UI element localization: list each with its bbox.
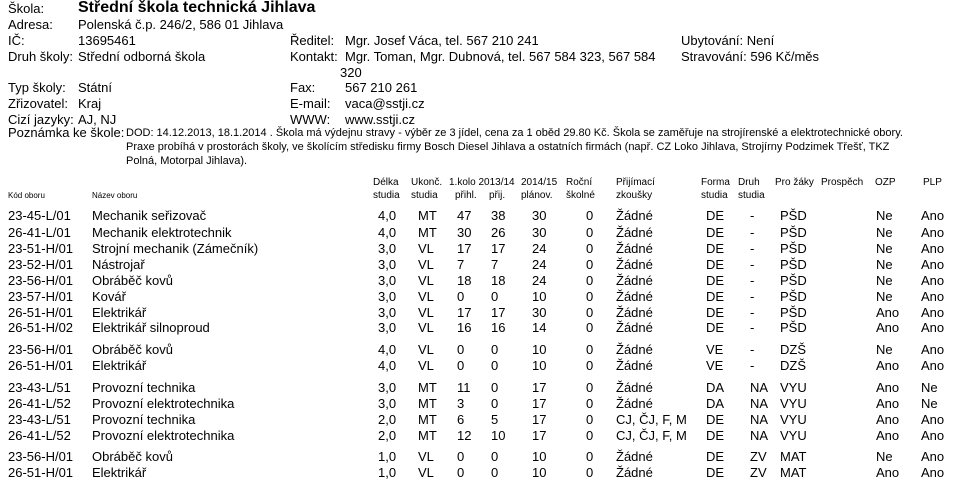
cell-form: DE [706, 428, 725, 443]
cell-name: Elektrikář [92, 358, 147, 373]
cell-fee: 0 [586, 428, 594, 443]
cell-exams: Žádné [616, 358, 653, 373]
cell-form: VE [706, 358, 724, 373]
cell-for-pupils: DZŠ [780, 342, 806, 357]
cell-accepted: 0 [491, 396, 499, 411]
cell-length: 4,0 [378, 358, 397, 373]
cell-form: DE [706, 208, 725, 223]
label-www: WWW: [290, 112, 331, 127]
cell-code: 26-51-H/01 [8, 358, 74, 373]
cell-accepted: 0 [491, 289, 499, 304]
school-contact-cont: 320 [340, 65, 362, 80]
cell-planned: 24 [532, 241, 547, 256]
cell-planned: 14 [532, 320, 547, 335]
cell-ozp: Ne [876, 225, 893, 240]
cell-for-pupils: PŠD [780, 305, 807, 320]
cell-fee: 0 [586, 380, 594, 395]
cell-accepted: 16 [491, 320, 506, 335]
cell-ozp: Ano [876, 305, 900, 320]
cell-ozp: Ano [876, 396, 900, 411]
cell-exams: Žádné [616, 289, 653, 304]
cell-name: Elektrikář [92, 465, 147, 480]
cell-fee: 0 [586, 465, 594, 480]
cell-code: 23-43-L/51 [8, 412, 71, 427]
cell-accepted: 18 [491, 273, 506, 288]
cell-accepted: 0 [491, 358, 499, 373]
col-ozp: OZP [875, 177, 896, 188]
cell-ending: VL [418, 257, 434, 272]
cell-length: 3,0 [378, 396, 397, 411]
col-accepted: přij. [489, 190, 506, 201]
cell-length: 3,0 [378, 241, 397, 256]
cell-plp: Ano [921, 320, 945, 335]
school-address: Polenská č.p. 246/2, 586 01 Jihlava [78, 17, 284, 32]
cell-name: Provozní elektrotechnika [92, 428, 235, 443]
col-applied: přihl. [455, 190, 477, 201]
cell-plp: Ano [921, 257, 945, 272]
cell-form: DE [706, 449, 725, 464]
cell-ending: VL [418, 358, 434, 373]
cell-for-pupils: PŠD [780, 225, 807, 240]
cell-kind: - [750, 289, 755, 304]
cell-planned: 17 [532, 428, 547, 443]
cell-accepted: 0 [491, 449, 499, 464]
cell-ending: VL [418, 465, 434, 480]
cell-length: 1,0 [378, 465, 397, 480]
cell-fee: 0 [586, 449, 594, 464]
cell-for-pupils: PŠD [780, 273, 807, 288]
cell-accepted: 38 [491, 208, 506, 223]
cell-accepted: 17 [491, 241, 506, 256]
cell-code: 26-41-L/52 [8, 428, 71, 443]
cell-exams: Žádné [616, 225, 653, 240]
label-director: Ředitel: [290, 33, 335, 48]
cell-for-pupils: VYU [780, 412, 807, 427]
cell-for-pupils: DZŠ [780, 358, 806, 373]
cell-for-pupils: PŠD [780, 241, 807, 256]
cell-code: 23-45-L/01 [8, 208, 71, 223]
cell-length: 4,0 [378, 225, 397, 240]
label-languages: Cizí jazyky: [8, 112, 74, 127]
cell-applied: 11 [457, 380, 471, 395]
label-ic: IČ: [8, 33, 25, 48]
cell-plp: Ano [921, 225, 945, 240]
cell-name: Provozní technika [92, 412, 196, 427]
cell-code: 23-52-H/01 [8, 257, 74, 272]
col-planned: 2014/15 plánov. [521, 177, 558, 201]
cell-ending: MT [418, 396, 437, 411]
cell-applied: 17 [457, 241, 472, 256]
cell-fee: 0 [586, 241, 594, 256]
cell-form: DE [706, 412, 725, 427]
cell-fee: 0 [586, 305, 594, 320]
cell-exams: CJ, ČJ, F, M [616, 412, 687, 427]
cell-ozp: Ne [876, 342, 893, 357]
cell-code: 23-56-H/01 [8, 449, 74, 464]
cell-code: 23-57-H/01 [8, 289, 74, 304]
school-type: Střední odborná škola [78, 49, 206, 64]
cell-ozp: Ne [876, 273, 893, 288]
cell-planned: 24 [532, 257, 547, 272]
cell-ending: VL [418, 241, 434, 256]
col-first-round: 1.kolo 2013/14 [449, 177, 515, 188]
cell-applied: 3 [457, 396, 465, 411]
cell-kind: ZV [750, 465, 767, 480]
col-fee: Roční školné [566, 177, 595, 201]
col-plp: PLP [923, 177, 942, 188]
cell-fee: 0 [586, 396, 594, 411]
cell-applied: 12 [457, 428, 472, 443]
col-grades: Prospěch [821, 177, 864, 188]
cell-length: 3,0 [378, 320, 397, 335]
note-line-2: Praxe probíhá v prostorách školy, ve školícím středisku firmy Bosch Diesel Jihlava a ostatních firmách (např. CZ Loko Jihlava, Strojírny Podzimek Třešť, TKZ [126, 141, 890, 153]
cell-ozp: Ne [876, 241, 893, 256]
cell-exams: Žádné [616, 465, 653, 480]
cell-for-pupils: MAT [780, 465, 807, 480]
cell-plp: Ano [921, 241, 945, 256]
cell-ending: MT [418, 428, 437, 443]
cell-for-pupils: MAT [780, 449, 807, 464]
cell-kind: - [750, 358, 755, 373]
cell-length: 3,0 [378, 273, 397, 288]
cell-exams: Žádné [616, 396, 653, 411]
cell-plp: Ano [921, 412, 945, 427]
cell-kind: - [750, 273, 755, 288]
cell-length: 3,0 [378, 305, 397, 320]
cell-form: DE [706, 257, 725, 272]
cell-code: 26-51-H/01 [8, 305, 74, 320]
cell-for-pupils: VYU [780, 396, 807, 411]
note-line-3: Polná, Motorpal Jihlava). [126, 155, 248, 167]
cell-applied: 0 [457, 342, 465, 357]
school-name: Střední škola technická Jihlava [78, 0, 316, 16]
cell-length: 3,0 [378, 380, 397, 395]
school-fax: 567 210 261 [345, 80, 418, 95]
cell-kind: - [750, 320, 755, 335]
cell-name: Obráběč kovů [92, 273, 173, 288]
cell-fee: 0 [586, 273, 594, 288]
cell-kind: - [750, 305, 755, 320]
col-exams: Přijímací zkoušky [616, 177, 655, 201]
cell-exams: Žádné [616, 257, 653, 272]
cell-length: 2,0 [378, 412, 397, 427]
cell-length: 4,0 [378, 342, 397, 357]
cell-applied: 47 [457, 208, 472, 223]
cell-planned: 10 [532, 465, 547, 480]
cell-form: DE [706, 273, 725, 288]
cell-ozp: Ano [876, 428, 900, 443]
cell-applied: 0 [457, 465, 465, 480]
cell-fee: 0 [586, 208, 594, 223]
cell-code: 23-51-H/01 [8, 241, 74, 256]
cell-form: DA [706, 380, 725, 395]
cell-ending: VL [418, 449, 434, 464]
cell-exams: Žádné [616, 342, 653, 357]
cell-code: 23-56-H/01 [8, 342, 74, 357]
cell-plp: Ano [921, 358, 945, 373]
cell-length: 3,0 [378, 257, 397, 272]
cell-plp: Ano [921, 208, 945, 223]
school-contact: Mgr. Toman, Mgr. Dubnová, tel. 567 584 323, 567 584 [345, 49, 656, 64]
cell-name: Obráběč kovů [92, 342, 173, 357]
cell-applied: 0 [457, 358, 465, 373]
cell-kind: - [750, 225, 755, 240]
cell-form: DE [706, 465, 725, 480]
cell-name: Nástrojař [92, 257, 145, 272]
cell-plp: Ano [921, 273, 945, 288]
cell-length: 1,0 [378, 449, 397, 464]
cell-planned: 10 [532, 342, 547, 357]
cell-form: DA [706, 396, 725, 411]
cell-ending: MT [418, 380, 437, 395]
school-director: Mgr. Josef Váca, tel. 567 210 241 [345, 33, 539, 48]
cell-kind: ZV [750, 449, 767, 464]
cell-ozp: Ano [876, 358, 900, 373]
col-name: Název oboru [92, 191, 138, 200]
cell-length: 4,0 [378, 208, 397, 223]
cell-accepted: 0 [491, 465, 499, 480]
note-line-1: DOD: 14.12.2013, 18.1.2014 . Škola má výdejnu stravy - výběr ze 3 jídel, cena za 1 oběd 29.80 Kč. Škola se zaměřuje na strojírenské a elektrotechnické obory. [126, 127, 903, 139]
col-kind: Druh studia [738, 177, 765, 201]
cell-applied: 7 [457, 257, 465, 272]
cell-applied: 30 [457, 225, 472, 240]
cell-length: 3,0 [378, 289, 397, 304]
cell-form: DE [706, 289, 725, 304]
cell-fee: 0 [586, 289, 594, 304]
cell-applied: 0 [457, 449, 465, 464]
cell-fee: 0 [586, 320, 594, 335]
school-kind: Státní [78, 80, 112, 95]
cell-name: Provozní elektrotechnika [92, 396, 235, 411]
label-fax: Fax: [290, 80, 316, 95]
cell-applied: 17 [457, 305, 472, 320]
cell-fee: 0 [586, 342, 594, 357]
cell-kind: NA [750, 396, 769, 411]
cell-ending: MT [418, 208, 437, 223]
cell-accepted: 0 [491, 342, 499, 357]
cell-exams: Žádné [616, 380, 653, 395]
cell-for-pupils: PŠD [780, 257, 807, 272]
cell-planned: 17 [532, 396, 547, 411]
cell-code: 23-43-L/51 [8, 380, 71, 395]
cell-for-pupils: VYU [780, 380, 807, 395]
cell-accepted: 7 [491, 257, 499, 272]
cell-plp: Ano [921, 305, 945, 320]
cell-ozp: Ano [876, 380, 900, 395]
cell-ending: VL [418, 273, 434, 288]
cell-name: Mechanik seřizovač [92, 208, 207, 223]
note-label: Poznámka ke škole: [8, 125, 125, 140]
cell-for-pupils: PŠD [780, 320, 807, 335]
cell-exams: Žádné [616, 208, 653, 223]
cell-name: Obráběč kovů [92, 449, 173, 464]
school-languages: AJ, NJ [78, 112, 117, 127]
cell-applied: 18 [457, 273, 472, 288]
label-school-type: Druh školy: [8, 49, 74, 64]
cell-form: DE [706, 305, 725, 320]
cell-ozp: Ano [876, 412, 900, 427]
col-length: Délka studia [373, 177, 400, 201]
cell-ending: VL [418, 342, 434, 357]
cell-plp: Ano [921, 342, 945, 357]
cell-kind: NA [750, 428, 769, 443]
cell-accepted: 5 [491, 412, 499, 427]
cell-name: Elektrikář silnoproud [92, 320, 210, 335]
cell-exams: Žádné [616, 273, 653, 288]
cell-kind: NA [750, 412, 769, 427]
cell-exams: Žádné [616, 305, 653, 320]
school-www: www.sstji.cz [345, 112, 416, 127]
cell-applied: 6 [457, 412, 465, 427]
cell-kind: - [750, 241, 755, 256]
cell-form: DE [706, 225, 725, 240]
cell-code: 26-41-L/01 [8, 225, 71, 240]
cell-accepted: 0 [491, 380, 499, 395]
cell-ending: VL [418, 289, 434, 304]
cell-kind: NA [750, 380, 769, 395]
cell-fee: 0 [586, 358, 594, 373]
cell-ozp: Ne [876, 289, 893, 304]
cell-form: DE [706, 320, 725, 335]
cell-ozp: Ne [876, 208, 893, 223]
cell-planned: 17 [532, 412, 547, 427]
col-form: Forma studia [701, 177, 730, 201]
cell-planned: 10 [532, 449, 547, 464]
cell-plp: Ano [921, 465, 945, 480]
cell-kind: - [750, 208, 755, 223]
cell-fee: 0 [586, 412, 594, 427]
school-founder: Kraj [78, 96, 102, 111]
school-accommodation: Ubytování: Není [681, 33, 775, 48]
cell-kind: - [750, 257, 755, 272]
cell-ending: MT [418, 412, 437, 427]
cell-planned: 30 [532, 305, 547, 320]
cell-plp: Ne [921, 380, 938, 395]
cell-accepted: 26 [491, 225, 506, 240]
cell-planned: 30 [532, 208, 547, 223]
cell-planned: 24 [532, 273, 547, 288]
cell-length: 2,0 [378, 428, 397, 443]
cell-applied: 0 [457, 289, 465, 304]
col-code: Kód oboru [8, 191, 45, 200]
cell-code: 26-41-L/52 [8, 396, 71, 411]
cell-kind: - [750, 342, 755, 357]
cell-ozp: Ne [876, 449, 893, 464]
cell-fee: 0 [586, 225, 594, 240]
cell-accepted: 10 [491, 428, 506, 443]
col-ending: Ukonč. studia [411, 177, 443, 201]
cell-ozp: Ne [876, 257, 893, 272]
cell-ozp: Ano [876, 465, 900, 480]
cell-applied: 16 [457, 320, 472, 335]
cell-plp: Ano [921, 428, 945, 443]
label-email: E-mail: [290, 96, 331, 111]
cell-fee: 0 [586, 257, 594, 272]
cell-ending: VL [418, 320, 434, 335]
cell-exams: CJ, ČJ, F, M [616, 428, 687, 443]
cell-code: 26-51-H/02 [8, 320, 74, 335]
label-school-kind: Typ školy: [8, 80, 66, 95]
cell-planned: 17 [532, 380, 547, 395]
cell-exams: Žádné [616, 241, 653, 256]
cell-ending: MT [418, 225, 437, 240]
cell-planned: 10 [532, 289, 547, 304]
label-contact: Kontakt: [290, 49, 338, 64]
cell-for-pupils: VYU [780, 428, 807, 443]
cell-plp: Ano [921, 289, 945, 304]
cell-code: 26-51-H/01 [8, 465, 74, 480]
school-email: vaca@sstji.cz [345, 96, 425, 111]
cell-plp: Ano [921, 449, 945, 464]
cell-name: Elektrikář [92, 305, 147, 320]
cell-exams: Žádné [616, 449, 653, 464]
school-ic: 13695461 [78, 33, 136, 48]
cell-code: 23-56-H/01 [8, 273, 74, 288]
col-for-pupils: Pro žáky [775, 177, 814, 188]
cell-plp: Ne [921, 396, 938, 411]
cell-exams: Žádné [616, 320, 653, 335]
cell-name: Provozní technika [92, 380, 196, 395]
cell-form: DE [706, 241, 725, 256]
school-boarding: Stravování: 596 Kč/měs [681, 49, 820, 64]
cell-name: Kovář [92, 289, 126, 304]
label-address: Adresa: [8, 17, 53, 32]
cell-name: Strojní mechanik (Zámečník) [92, 241, 259, 256]
cell-name: Mechanik elektrotechnik [92, 225, 232, 240]
cell-ozp: Ano [876, 320, 900, 335]
label-founder: Zřizovatel: [8, 96, 68, 111]
cell-for-pupils: PŠD [780, 208, 807, 223]
cell-ending: VL [418, 305, 434, 320]
cell-for-pupils: PŠD [780, 289, 807, 304]
cell-accepted: 17 [491, 305, 506, 320]
cell-planned: 30 [532, 225, 547, 240]
label-school: Škola: [8, 1, 45, 16]
cell-planned: 10 [532, 358, 547, 373]
cell-form: VE [706, 342, 724, 357]
